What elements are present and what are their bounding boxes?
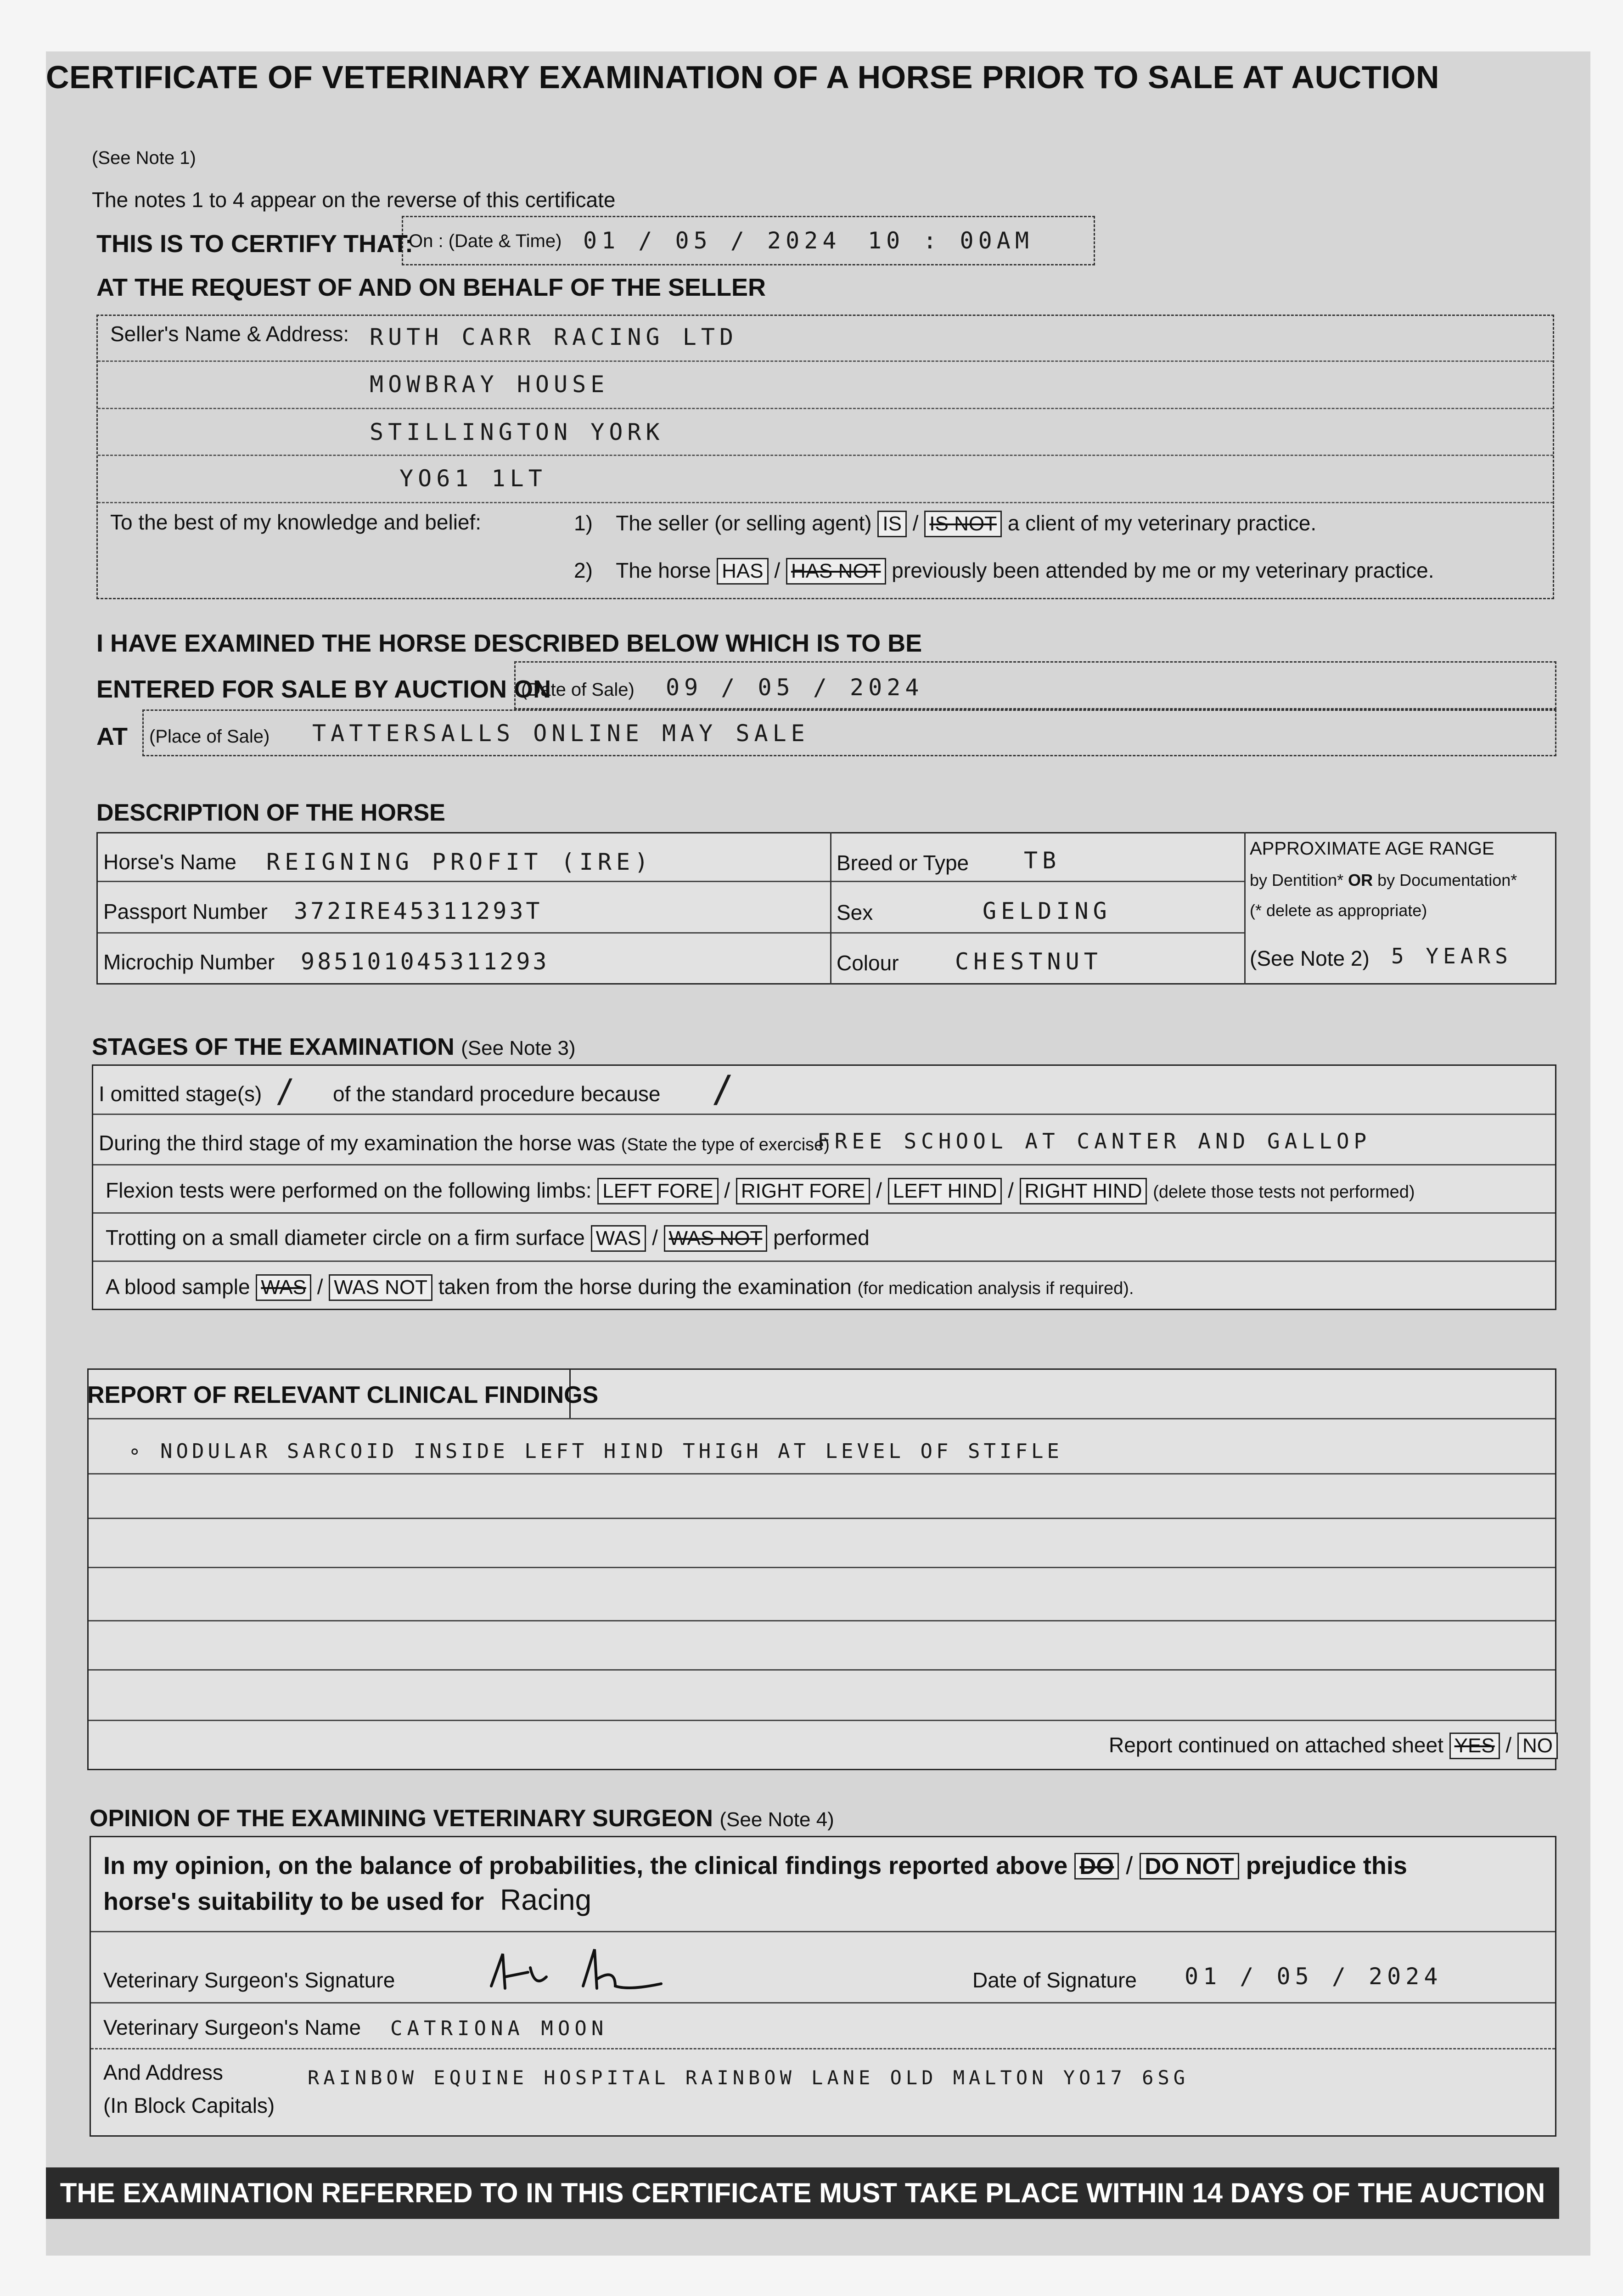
- vet-signature: [477, 1940, 670, 1995]
- stages-heading-note: (See Note 3): [461, 1037, 576, 1059]
- omitted-reason-field[interactable]: /: [712, 1068, 739, 1110]
- certify-on-label: On : (Date & Time): [409, 231, 562, 251]
- client-is-not-option[interactable]: IS NOT: [924, 511, 1002, 537]
- trotting-line: [106, 1225, 870, 1252]
- age-delete-note: (* delete as appropriate): [1250, 901, 1427, 920]
- flexion-slash-1: /: [724, 1178, 730, 1202]
- vet-name-label: Veterinary Surgeon's Name: [103, 2015, 361, 2039]
- omitted-label: I omitted stage(s): [99, 1082, 262, 1106]
- omitted-because-label: of the standard procedure because: [333, 1082, 661, 1106]
- blood-was-option[interactable]: WAS: [256, 1274, 311, 1301]
- knowledge-label: To the best of my knowledge and belief:: [110, 510, 482, 534]
- stages-divider-2: [93, 1164, 1555, 1165]
- certify-time-field[interactable]: 10 : 00AM: [868, 227, 1033, 254]
- flexion-label: Flexion tests were performed on the following limbs:: [106, 1178, 592, 1202]
- sale-at-label: AT: [96, 723, 128, 750]
- stages-heading: [92, 1033, 576, 1061]
- flexion-right-fore[interactable]: RIGHT FORE: [736, 1178, 870, 1204]
- blood-line: [106, 1274, 1134, 1301]
- flexion-slash-2: /: [876, 1178, 882, 1202]
- trotting-post: performed: [773, 1226, 870, 1249]
- breed-label: Breed or Type: [837, 851, 969, 875]
- statement-2-text-pre: The horse: [616, 558, 711, 582]
- age-by-documentation: by Documentation*: [1373, 871, 1517, 889]
- passport-label: Passport Number: [103, 900, 268, 923]
- attended-has-not-option[interactable]: HAS NOT: [786, 558, 886, 585]
- age-field[interactable]: 5 YEARS: [1391, 944, 1512, 968]
- date-of-signature-label: Date of Signature: [972, 1968, 1137, 1992]
- blood-was-not-option[interactable]: WAS NOT: [329, 1274, 432, 1301]
- notes-line: The notes 1 to 4 appear on the reverse of this certificate: [92, 188, 616, 212]
- report-continued-line: [1109, 1733, 1558, 1759]
- desc-row-divider-2: [98, 932, 1244, 934]
- desc-col-divider-1: [830, 832, 831, 985]
- passport-field[interactable]: 372IRE45311293T: [294, 898, 543, 924]
- findings-box: [87, 1368, 1556, 1770]
- age-by-line: [1250, 871, 1517, 890]
- statement-1-number: 1): [574, 511, 593, 535]
- stages-heading-text: STAGES OF THE EXAMINATION: [92, 1034, 455, 1060]
- desc-col-divider-2: [1244, 832, 1246, 985]
- blood-note: (for medication analysis if required).: [857, 1279, 1134, 1298]
- stages-divider-4: [93, 1261, 1555, 1262]
- seller-divider-1: [98, 360, 1553, 362]
- address-label-block-caps: (In Block Capitals): [103, 2093, 275, 2117]
- horse-name-label: Horse's Name: [103, 850, 236, 874]
- statement-1-slash: /: [912, 511, 919, 535]
- vet-name-field[interactable]: CATRIONA MOON: [390, 2017, 608, 2040]
- seller-block: [96, 315, 1554, 599]
- client-is-option[interactable]: IS: [877, 511, 907, 537]
- statement-2-slash: /: [774, 558, 781, 582]
- findings-line-2: [89, 1473, 1555, 1474]
- sale-date-label: (Date of Sale): [521, 680, 635, 700]
- findings-line-4: [89, 1567, 1555, 1568]
- flexion-line: [106, 1178, 1415, 1204]
- blood-label: A blood sample: [106, 1275, 250, 1299]
- third-stage-label: During the third stage of my examination the horse was: [99, 1131, 616, 1155]
- trotting-was-option[interactable]: WAS: [591, 1225, 646, 1252]
- seller-line-1[interactable]: RUTH CARR RACING LTD: [370, 324, 738, 350]
- microchip-field[interactable]: 985101045311293: [301, 948, 550, 975]
- age-see-note: (See Note 2): [1250, 946, 1370, 970]
- opinion-text-pre: In my opinion, on the balance of probabilities, the clinical findings reported above: [103, 1852, 1068, 1880]
- stages-divider-1: [93, 1114, 1555, 1115]
- trotting-was-not-option[interactable]: WAS NOT: [664, 1225, 768, 1252]
- blood-slash: /: [317, 1275, 323, 1299]
- third-stage-exercise-field[interactable]: FREE SCHOOL AT CANTER AND GALLOP: [817, 1129, 1371, 1154]
- opinion-heading-text: OPINION OF THE EXAMINING VETERINARY SURGEON: [90, 1805, 713, 1832]
- findings-line-5: [89, 1620, 1555, 1621]
- findings-line-0: [89, 1418, 1555, 1419]
- opinion-divider-3: [91, 2048, 1555, 2049]
- omitted-stage-field[interactable]: /: [275, 1072, 300, 1110]
- attended-has-option[interactable]: HAS: [717, 558, 768, 585]
- seller-line-4[interactable]: YO61 1LT: [399, 465, 547, 492]
- date-of-signature-field[interactable]: 01 / 05 / 2024: [1185, 1963, 1443, 1990]
- description-heading: DESCRIPTION OF THE HORSE: [96, 799, 445, 826]
- age-by-dentition: by Dentition*: [1250, 871, 1348, 889]
- sale-place-label: (Place of Sale): [149, 726, 270, 747]
- flexion-left-hind[interactable]: LEFT HIND: [888, 1178, 1002, 1204]
- prejudice-do-option[interactable]: DO: [1074, 1853, 1119, 1880]
- address-label: And Address: [103, 2060, 223, 2084]
- continued-slash: /: [1505, 1733, 1512, 1757]
- request-label: AT THE REQUEST OF AND ON BEHALF OF THE SELLER: [96, 274, 766, 301]
- horse-name-field[interactable]: REIGNING PROFIT (IRE): [266, 849, 653, 875]
- colour-field[interactable]: CHESTNUT: [955, 948, 1102, 975]
- seller-line-3[interactable]: STILLINGTON YORK: [370, 419, 664, 445]
- stages-divider-3: [93, 1212, 1555, 1214]
- entered-label: ENTERED FOR SALE BY AUCTION ON: [96, 675, 551, 703]
- flexion-note: (delete those tests not performed): [1153, 1182, 1415, 1202]
- age-or: OR: [1348, 871, 1373, 889]
- continued-no-option[interactable]: NO: [1517, 1733, 1558, 1759]
- opinion-line-2: [103, 1883, 591, 1917]
- breed-field[interactable]: TB: [1024, 847, 1061, 874]
- certify-label: THIS IS TO CERTIFY THAT:: [96, 230, 414, 258]
- report-continued-label: Report continued on attached sheet: [1109, 1733, 1443, 1757]
- flexion-right-hind[interactable]: RIGHT HIND: [1020, 1178, 1147, 1204]
- statement-1-text-pre: The seller (or selling agent): [616, 511, 872, 535]
- suitability-use-field[interactable]: Racing: [500, 1883, 592, 1916]
- prejudice-slash: /: [1126, 1852, 1133, 1880]
- findings-line-6: [89, 1669, 1555, 1671]
- opinion-text-post: prejudice this: [1246, 1852, 1407, 1880]
- statement-2-text-post: previously been attended by me or my veterinary practice.: [892, 558, 1434, 582]
- findings-line-1[interactable]: ∘ NODULAR SARCOID INSIDE LEFT HIND THIGH AT LEVEL OF STIFLE: [129, 1440, 1063, 1463]
- examined-label: I HAVE EXAMINED THE HORSE DESCRIBED BELOW WHICH IS TO BE: [96, 630, 922, 657]
- findings-line-3: [89, 1518, 1555, 1519]
- statement-2-number: 2): [574, 558, 593, 582]
- opinion-divider-2: [91, 2002, 1555, 2003]
- desc-row-divider-1: [98, 881, 1244, 882]
- opinion-line-1: [103, 1851, 1407, 1880]
- footer-banner: THE EXAMINATION REFERRED TO IN THIS CERTIFICATE MUST TAKE PLACE WITHIN 14 DAYS OF THE AUCTION: [46, 2167, 1559, 2219]
- opinion-heading: [90, 1805, 834, 1832]
- findings-heading: REPORT OF RELEVANT CLINICAL FINDINGS: [87, 1382, 599, 1408]
- trotting-slash: /: [652, 1226, 658, 1249]
- seller-divider-4: [98, 502, 1553, 503]
- see-note-1: (See Note 1): [92, 148, 196, 168]
- flexion-left-fore[interactable]: LEFT FORE: [597, 1178, 718, 1204]
- certify-date-field[interactable]: 01 / 05 / 2024: [583, 227, 841, 254]
- flexion-slash-3: /: [1008, 1178, 1014, 1202]
- trotting-label: Trotting on a small diameter circle on a firm surface: [106, 1226, 585, 1249]
- statement-1-text-post: a client of my veterinary practice.: [1007, 511, 1317, 535]
- opinion-line-2-text: horse's suitability to be used for: [103, 1888, 484, 1915]
- seller-divider-3: [98, 455, 1553, 456]
- findings-header-cell: [569, 1368, 1556, 1418]
- sale-date-field[interactable]: 09 / 05 / 2024: [666, 674, 924, 701]
- signature-label: Veterinary Surgeon's Signature: [103, 1968, 395, 1992]
- third-stage-note: (State the type of exercise): [621, 1135, 830, 1154]
- vet-address-field[interactable]: RAINBOW EQUINE HOSPITAL RAINBOW LANE OLD MALTON YO17 6SG: [308, 2066, 1190, 2089]
- sex-field[interactable]: GELDING: [983, 898, 1112, 924]
- sex-label: Sex: [837, 900, 873, 924]
- age-range-label: APPROXIMATE AGE RANGE: [1250, 838, 1494, 859]
- findings-line-7: [89, 1720, 1555, 1721]
- colour-label: Colour: [837, 951, 899, 975]
- microchip-label: Microchip Number: [103, 950, 275, 974]
- opinion-divider-1: [91, 1931, 1555, 1932]
- blood-post: taken from the horse during the examination: [438, 1275, 852, 1299]
- third-stage-line: [99, 1131, 830, 1155]
- certificate-title: CERTIFICATE OF VETERINARY EXAMINATION OF A HORSE PRIOR TO SALE AT AUCTION: [46, 59, 1439, 95]
- continued-yes-option[interactable]: YES: [1449, 1733, 1500, 1759]
- seller-line-2[interactable]: MOWBRAY HOUSE: [370, 371, 609, 398]
- seller-divider-2: [98, 408, 1553, 409]
- seller-label: Seller's Name & Address:: [110, 322, 349, 346]
- statement-2: [574, 558, 1434, 585]
- opinion-heading-note: (See Note 4): [719, 1808, 834, 1831]
- sale-place-field[interactable]: TATTERSALLS ONLINE MAY SALE: [312, 720, 809, 747]
- statement-1: [574, 511, 1316, 537]
- prejudice-do-not-option[interactable]: DO NOT: [1140, 1853, 1239, 1880]
